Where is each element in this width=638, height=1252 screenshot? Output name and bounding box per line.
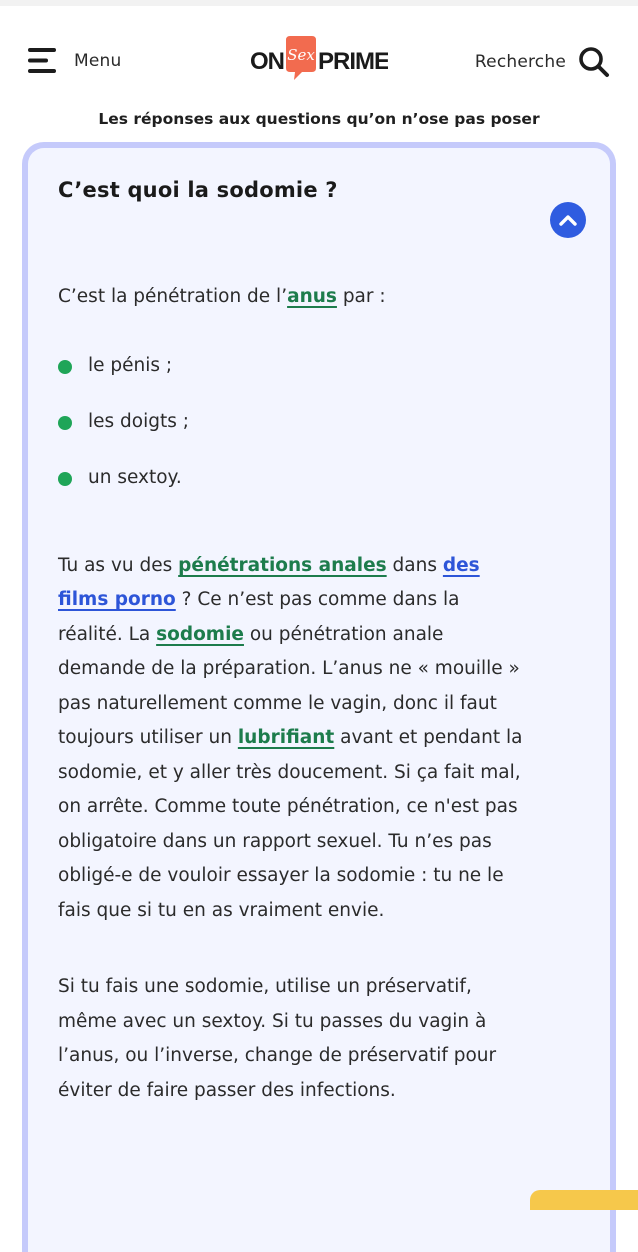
link-penetrations-anales[interactable]: pénétrations anales (178, 554, 387, 576)
logo-text-middle: Sex (287, 46, 315, 64)
list-item (58, 339, 528, 395)
link-anus[interactable]: anus (287, 286, 337, 307)
list-item-text: le pénis ; (88, 355, 173, 377)
penetration-list (58, 339, 528, 507)
site-logo[interactable] (250, 34, 388, 84)
corner-floating-button[interactable] (530, 1190, 638, 1210)
bullet-dot (58, 416, 72, 430)
search-label: Recherche (474, 52, 566, 72)
intro-text: C’est la pénétration de l’ (58, 286, 288, 307)
p2-text-5: avant et pendant la sodomie, et y aller très doucement. Si ça fait mal, on arrête. Comme toute pénétration, ce n'est pas obligatoire dans un rapport sexuel. Tu n’es pas obligé-e de vouloir essayer la sodomie : tu ne le fais que si tu en as vraiment envie. (58, 727, 523, 921)
p2-text-2: dans (386, 554, 443, 576)
chevron-up-icon (559, 214, 577, 226)
logo-text-left: ON (250, 48, 284, 75)
list-item-text: un sextoy. (88, 467, 182, 489)
answer-paragraph-2 (58, 549, 528, 929)
answer-intro (58, 280, 528, 315)
p2-text-1: Tu as vu des (58, 554, 179, 576)
answer-paragraph-3: Si tu fais une sodomie, utilise un préservatif, même avec un sextoy. Si tu passes du vagin à l’anus, ou l’inverse, change de préservatif pour éviter de faire passer des infections. (58, 976, 497, 1101)
intro-text-end: par : (336, 286, 386, 307)
p2-text-3: ? Ce n’est pas comme dans la réalité. La (58, 589, 460, 645)
bullet-dot (58, 360, 72, 374)
faq-answer (58, 280, 528, 1108)
site-header (0, 6, 638, 102)
faq-accordion-item (22, 142, 616, 1252)
link-films-porno[interactable]: des films porno (58, 554, 480, 610)
menu-icon (28, 48, 58, 74)
menu-button[interactable] (28, 48, 121, 74)
faq-question-title[interactable]: C’est quoi la sodomie ? (58, 178, 338, 202)
site-tagline: Les réponses aux questions qu’on n’ose pas poser (98, 110, 540, 128)
p2-text-4: ou pénétration anale demande de la préparation. L’anus ne « mouille » pas naturellement comme le vagin, donc il faut toujours utiliser un (58, 623, 520, 748)
link-lubrifiant[interactable]: lubrifiant (237, 727, 335, 748)
search-icon (578, 46, 610, 78)
onsexprime-logo (250, 34, 388, 84)
list-item (58, 395, 528, 451)
search-button[interactable] (475, 46, 610, 78)
bullet-dot (58, 472, 72, 486)
link-sodomie[interactable]: sodomie (156, 623, 244, 645)
collapse-toggle-button[interactable] (550, 202, 586, 238)
menu-label: Menu (74, 51, 122, 71)
list-item (58, 451, 528, 507)
list-item-text: les doigts ; (88, 411, 189, 433)
logo-text-right: PRIME (318, 48, 388, 75)
